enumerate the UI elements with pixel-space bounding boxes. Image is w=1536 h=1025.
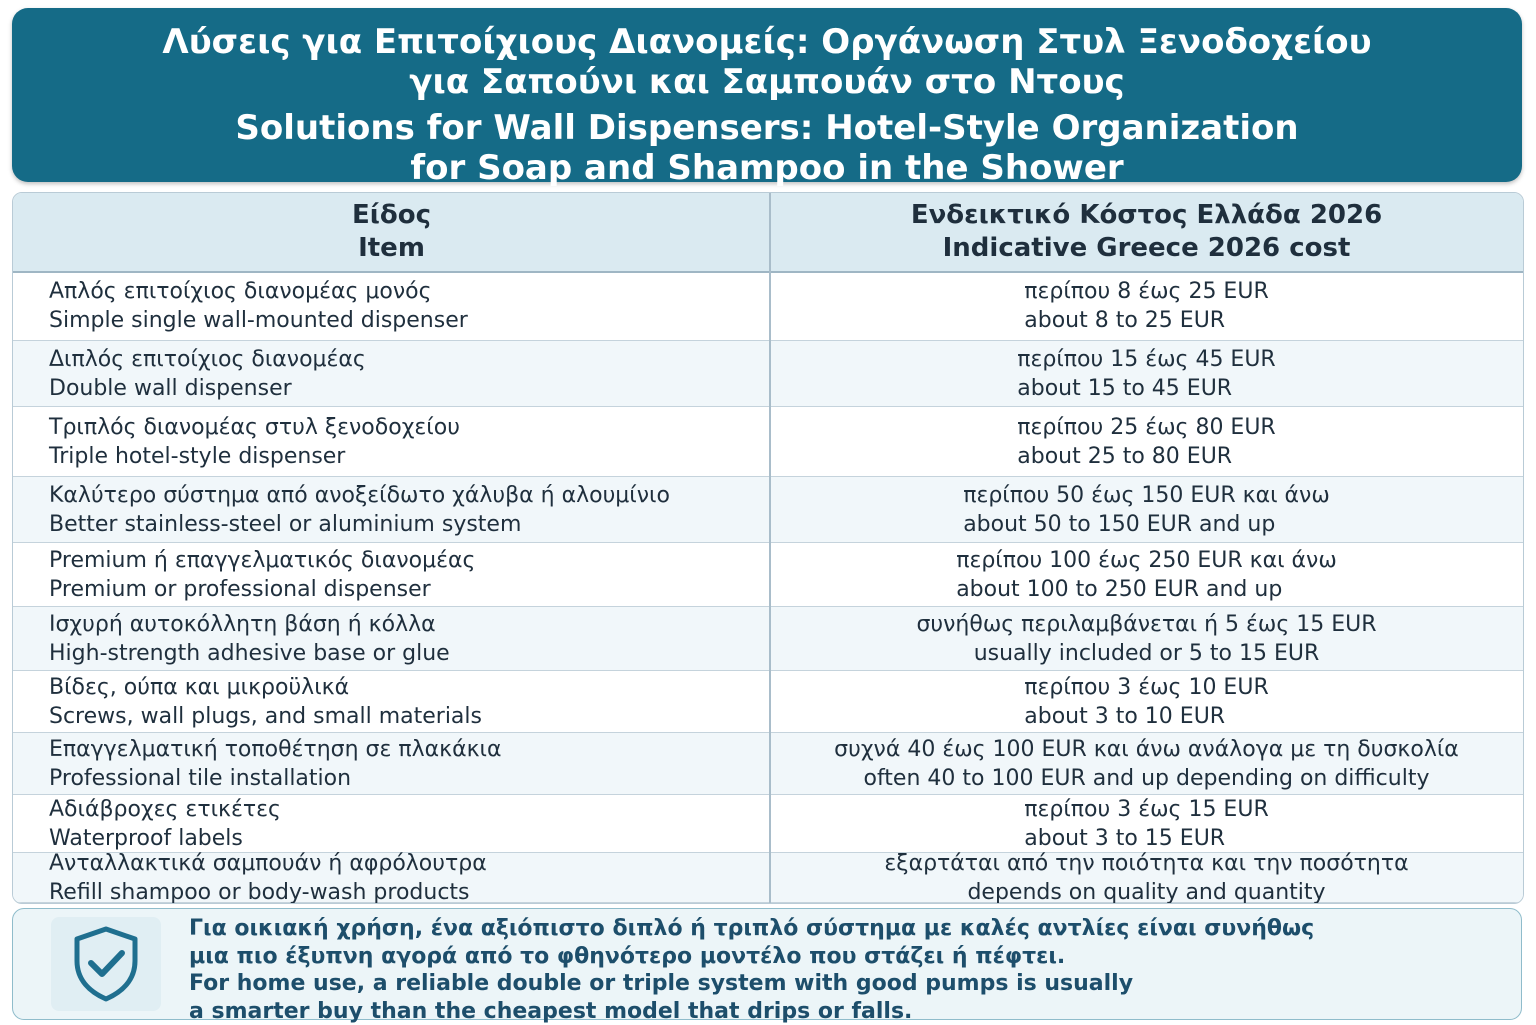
cost-english: about 15 to 45 EUR xyxy=(1017,374,1275,403)
table-row xyxy=(13,543,1523,607)
cost-greek: συχνά 40 έως 100 EUR και άνω ανάλογα με τη δυσκολία xyxy=(834,735,1459,764)
tip-box xyxy=(12,908,1522,1020)
cost-english: about 3 to 15 EUR xyxy=(1024,824,1268,853)
cost-cell xyxy=(770,607,1523,670)
item-english: Professional tile installation xyxy=(49,764,749,793)
column-divider xyxy=(769,193,771,903)
column-header-cost-english: Indicative Greece 2026 cost xyxy=(770,232,1523,265)
tip-greek-line-2: μια πιο έξυπνη αγορά από το φθηνότερο μοντέλο που στάζει ή πέφτει. xyxy=(189,943,1509,971)
cost-greek: περίπου 25 έως 80 EUR xyxy=(1017,413,1275,442)
cost-greek: περίπου 8 έως 25 EUR xyxy=(1024,277,1268,306)
cost-greek: περίπου 3 έως 10 EUR xyxy=(1024,673,1268,702)
cost-english: usually included or 5 to 15 EUR xyxy=(916,639,1376,668)
table-header-row xyxy=(13,193,1523,273)
column-header-item-greek: Είδος xyxy=(13,199,770,232)
cost-text xyxy=(884,849,1408,905)
tip-english-line-1: For home use, a reliable double or triple system with good pumps is usually xyxy=(189,970,1509,998)
cost-text xyxy=(834,735,1459,793)
cost-english: about 8 to 25 EUR xyxy=(1024,306,1268,335)
item-greek: Διπλός επιτοίχιος διανομέας xyxy=(49,345,749,374)
cost-text xyxy=(1024,673,1268,731)
column-header-cost xyxy=(770,193,1523,271)
title-greek-line-1: Λύσεις για Επιτοίχιους Διανομείς: Οργάνωση Στυλ Ξενοδοχείου xyxy=(12,22,1522,62)
cost-english: often 40 to 100 EUR and up depending on difficulty xyxy=(834,764,1459,793)
item-greek: Βίδες, ούπα και μικροϋλικά xyxy=(49,673,749,702)
item-cell xyxy=(49,795,749,852)
cost-cell xyxy=(770,477,1523,542)
item-cell xyxy=(49,607,749,670)
table-row xyxy=(13,341,1523,407)
item-greek: Ισχυρή αυτοκόλλητη βάση ή κόλλα xyxy=(49,610,749,639)
cost-english: depends on quality and quantity xyxy=(884,878,1408,905)
table-row xyxy=(13,733,1523,795)
item-english: Triple hotel-style dispenser xyxy=(49,442,749,471)
item-english: Double wall dispenser xyxy=(49,374,749,403)
cost-greek: περίπου 3 έως 15 EUR xyxy=(1024,795,1268,824)
table-row xyxy=(13,671,1523,733)
item-english: Better stainless-steel or aluminium system xyxy=(49,510,749,539)
cost-text xyxy=(1024,277,1268,335)
table-row xyxy=(13,271,1523,341)
tip-text xyxy=(189,915,1509,1025)
cost-cell xyxy=(770,733,1523,794)
column-header-cost-greek: Ενδεικτικό Κόστος Ελλάδα 2026 xyxy=(770,199,1523,232)
cost-text xyxy=(1017,345,1275,403)
item-cell xyxy=(49,341,749,406)
shield-icon-box xyxy=(51,917,161,1011)
cost-greek: περίπου 100 έως 250 EUR και άνω xyxy=(956,546,1337,575)
item-greek: Απλός επιτοίχιος διανομέας μονός xyxy=(49,277,749,306)
cost-cell xyxy=(770,671,1523,732)
title-greek-line-2: για Σαπούνι και Σαμπουάν στο Ντους xyxy=(12,62,1522,102)
cost-greek: περίπου 15 έως 45 EUR xyxy=(1017,345,1275,374)
table-row xyxy=(13,477,1523,543)
cost-greek: συνήθως περιλαμβάνεται ή 5 έως 15 EUR xyxy=(916,610,1376,639)
title-greek xyxy=(12,22,1522,102)
cost-table xyxy=(12,192,1524,904)
cost-cell xyxy=(770,795,1523,852)
item-cell xyxy=(49,407,749,476)
cost-cell xyxy=(770,271,1523,340)
table-row xyxy=(13,853,1523,903)
table-row xyxy=(13,795,1523,853)
item-greek: Τριπλός διανομέας στυλ ξενοδοχείου xyxy=(49,413,749,442)
item-greek: Επαγγελματική τοποθέτηση σε πλακάκια xyxy=(49,735,749,764)
item-greek: Ανταλλακτικά σαμπουάν ή αφρόλουτρα xyxy=(49,849,749,878)
title-banner xyxy=(12,8,1522,182)
item-greek: Premium ή επαγγελματικός διανομέας xyxy=(49,546,749,575)
cost-greek: περίπου 50 έως 150 EUR και άνω xyxy=(963,481,1330,510)
item-cell xyxy=(49,733,749,794)
item-english: Refill shampoo or body-wash products xyxy=(49,878,749,905)
cost-english: about 25 to 80 EUR xyxy=(1017,442,1275,471)
item-english: Screws, wall plugs, and small materials xyxy=(49,702,749,731)
cost-greek: εξαρτάται από την ποιότητα και την ποσότητα xyxy=(884,849,1408,878)
cost-text xyxy=(956,546,1337,604)
item-cell xyxy=(49,477,749,542)
cost-english: about 100 to 250 EUR and up xyxy=(956,575,1337,604)
title-english-line-1: Solutions for Wall Dispensers: Hotel-Style Organization xyxy=(12,108,1522,148)
shield-check-icon xyxy=(71,925,141,1003)
cost-cell xyxy=(770,341,1523,406)
cost-cell xyxy=(770,543,1523,606)
cost-cell xyxy=(770,407,1523,476)
item-greek: Αδιάβροχες ετικέτες xyxy=(49,795,749,824)
item-greek: Καλύτερο σύστημα από ανοξείδωτο χάλυβα ή αλουμίνιο xyxy=(49,481,749,510)
cost-english: about 3 to 10 EUR xyxy=(1024,702,1268,731)
cost-cell xyxy=(770,853,1523,902)
cost-english: about 50 to 150 EUR and up xyxy=(963,510,1330,539)
cost-text xyxy=(1024,795,1268,853)
tip-greek-line-1: Για οικιακή χρήση, ένα αξιόπιστο διπλό ή τριπλό σύστημα με καλές αντλίες είναι συνήθως xyxy=(189,915,1509,943)
cost-text xyxy=(963,481,1330,539)
item-english: Premium or professional dispenser xyxy=(49,575,749,604)
table-row xyxy=(13,407,1523,477)
item-cell xyxy=(49,543,749,606)
item-english: Simple single wall-mounted dispenser xyxy=(49,306,749,335)
cost-text xyxy=(1017,413,1275,471)
title-english xyxy=(12,108,1522,188)
item-english: Waterproof labels xyxy=(49,824,749,853)
item-cell xyxy=(49,853,749,902)
table-row xyxy=(13,607,1523,671)
column-header-item-english: Item xyxy=(13,232,770,265)
tip-english-line-2: a smarter buy than the cheapest model that drips or falls. xyxy=(189,998,1509,1025)
item-english: High-strength adhesive base or glue xyxy=(49,639,749,668)
item-cell xyxy=(49,271,749,340)
column-header-item xyxy=(13,193,770,271)
item-cell xyxy=(49,671,749,732)
cost-text xyxy=(916,610,1376,668)
title-english-line-2: for Soap and Shampoo in the Shower xyxy=(12,148,1522,188)
